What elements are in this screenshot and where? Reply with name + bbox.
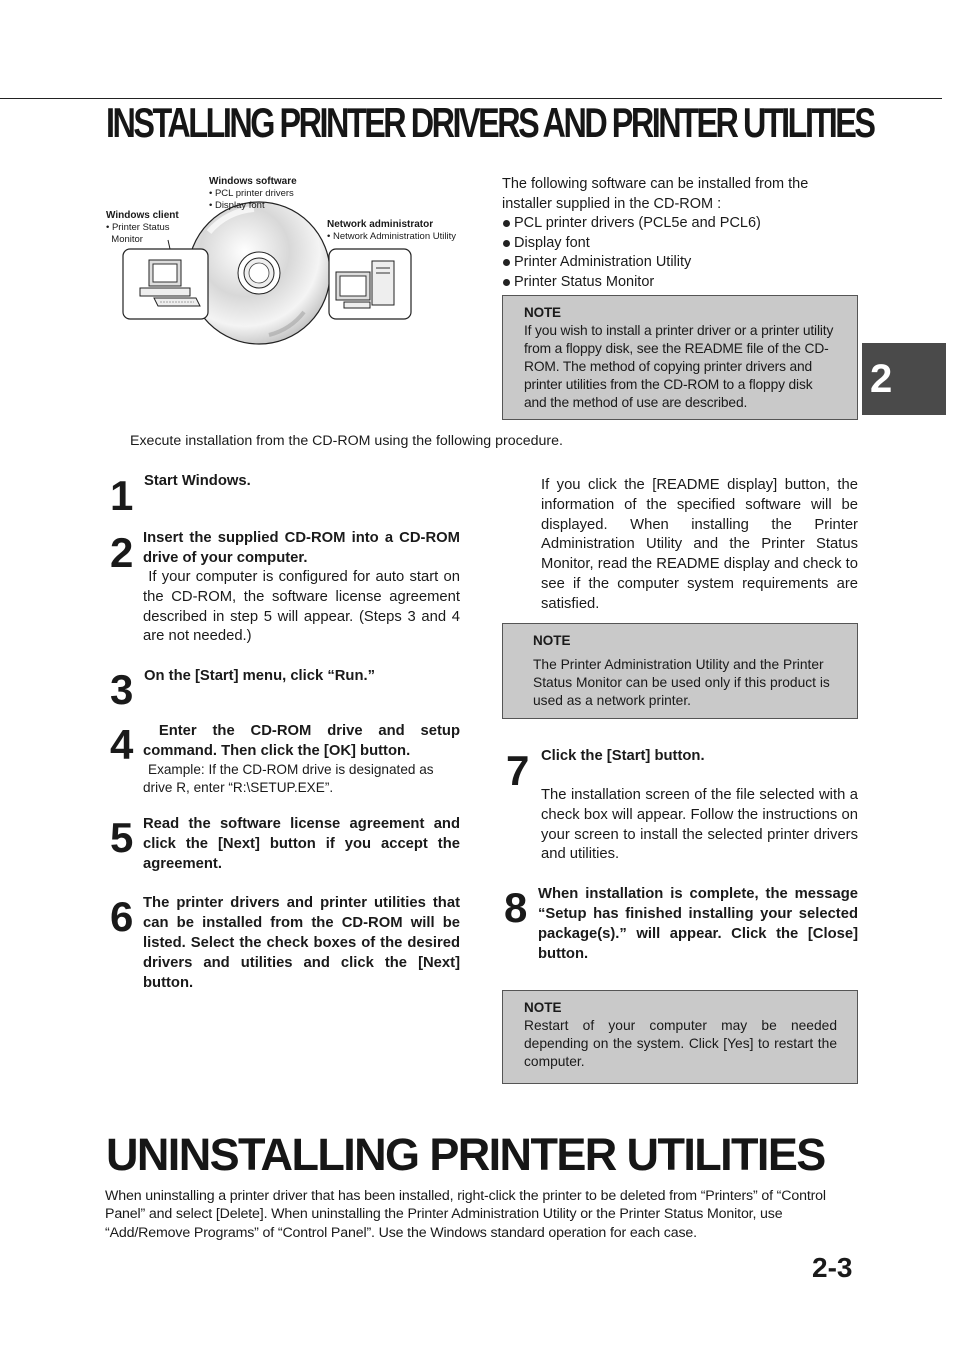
list-item: Printer Status Monitor — [502, 273, 862, 293]
windows-client-label — [106, 210, 179, 246]
step-number: 1 — [110, 472, 134, 519]
note-heading: NOTE — [533, 633, 571, 648]
step-body: If your computer is configured for auto start on the CD-ROM, the software license agreement described in step 5 will appear. (Steps 3 and 4 are not needed.) — [143, 569, 465, 645]
windows-client-item: Monitor — [106, 234, 143, 245]
step-title: Read the software license agreement and click the [Next] button if you accept the agreement. — [143, 816, 460, 872]
step-title: Insert the supplied CD-ROM into a CD-ROM drive of your computer. — [143, 530, 460, 566]
uninstall-title: UNINSTALLING PRINTER UTILITIES — [106, 1129, 825, 1180]
chapter-tab: 2 — [862, 343, 946, 415]
step-number: 3 — [110, 666, 134, 713]
execute-text: Execute installation from the CD-ROM using the following procedure. — [130, 433, 563, 449]
note-heading: NOTE — [524, 1000, 562, 1015]
step-4 — [143, 721, 465, 797]
note-text: Restart of your computer may be needed depending on the system. Click [Yes] to restart the computer. — [524, 1018, 837, 1069]
windows-client-item: • Printer Status — [106, 222, 170, 233]
windows-software-heading: Windows software — [209, 176, 297, 187]
software-list — [502, 214, 862, 292]
page-number: 2-3 — [812, 1252, 853, 1283]
note-text: The Printer Administration Utility and the Printer Status Monitor can be used only if this product is used as a network printer. — [533, 657, 830, 708]
step-body: The installation screen of the file selected with a check box will appear. Follow the instructions on your screen to install the selected printer drivers and utilities. — [541, 787, 858, 863]
note-restart — [502, 990, 858, 1084]
step-number: 5 — [110, 814, 134, 861]
network-admin-heading: Network administrator — [327, 219, 434, 230]
readme-text: If you click the [README display] button, the information of the specified software will be displayed. When installing the Printer Administration Utility and the Printer Status Monitor, read the README display and check to see if the computer system requirements are satisfied. — [541, 477, 858, 612]
windows-software-item: • Display font — [209, 200, 265, 211]
intro-block — [502, 175, 862, 293]
note-floppy — [502, 295, 858, 420]
list-item: Display font — [502, 234, 862, 254]
list-item: PCL printer drivers (PCL5e and PCL6) — [502, 214, 862, 234]
step-title: The printer drivers and printer utilities that can be installed from the CD-ROM will be listed. Select the check boxes of the desired drivers and utilities and click the [Next] button. — [143, 895, 460, 991]
step-title: Enter the CD-ROM drive and setup command. Then click the [OK] button. — [143, 723, 465, 759]
step-title: On the [Start] menu, click “Run.” — [144, 668, 376, 684]
step-title: Click the [Start] button. — [541, 748, 705, 764]
page-title: INSTALLING PRINTER DRIVERS AND PRINTER UTILITIES — [106, 99, 874, 146]
installation-diagram — [104, 172, 480, 362]
step-number: 6 — [110, 893, 134, 940]
note-text: If you wish to install a printer driver or a printer utility from a floppy disk, see the README file of the CD-ROM. The method of copying printer drivers and printer utilities from the CD-ROM to a floppy disk and the method of use are described. — [524, 323, 834, 410]
step-body: Example: If the CD-ROM drive is designated as drive R, enter “R:\SETUP.EXE”. — [143, 762, 434, 795]
step-title: When installation is complete, the message “Setup has finished installing your selected package(s).” will appear. Click the [Close] button. — [538, 886, 858, 962]
list-item: Printer Administration Utility — [502, 253, 862, 273]
step-title: Start Windows. — [144, 473, 251, 489]
note-network — [502, 623, 858, 719]
windows-software-label — [209, 176, 297, 212]
windows-software-item: • PCL printer drivers — [209, 188, 294, 199]
uninstall-text: When uninstalling a printer driver that has been installed, right-click the printer to be deleted from “Printers” of “Control Panel” and select [Delete]. When uninstalling the Printer Administration Utility or the Printer Status Monitor, use “Add/Remove Programs” of “Control Panel”. Use the Windows standard operation for each case. — [105, 1188, 826, 1241]
step-number: 7 — [506, 747, 530, 794]
network-admin-item: • Network Administration Utility — [327, 231, 456, 242]
windows-client-heading: Windows client — [106, 210, 179, 221]
step-number: 2 — [110, 529, 134, 576]
step-number: 4 — [110, 721, 134, 768]
intro-text: The following software can be installed from the installer supplied in the CD-ROM : — [502, 176, 809, 212]
step-2 — [143, 528, 465, 647]
network-admin-label — [327, 219, 456, 243]
note-heading: NOTE — [524, 305, 561, 320]
step-number: 8 — [504, 884, 528, 931]
